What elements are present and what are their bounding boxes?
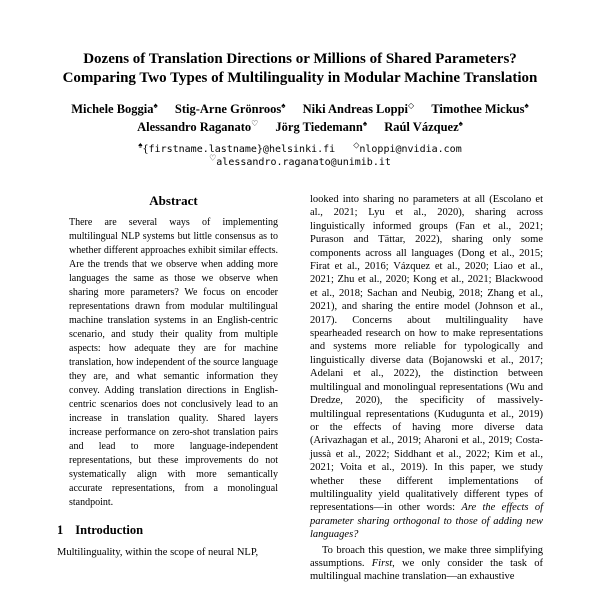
authors-row-1	[57, 100, 543, 118]
section-1-heading	[57, 523, 290, 538]
paragraph-text: looked into sharing no parameters at all (Escolano et al., 2021; Lyu et al., 2020), sharing across linguistically informed groups (Fan et al., 2021; Purason and Tättar, 2022), sharing only some components across all languages (Dong et al., 2015; Firat et al., 2016; Vázquez et al., 2020; Liao et al., 2021; Zhu et al., 2020; Kong et al., 2021; Blackwood et al., 2018; Sachan and Neubig, 2018; Zhang et al., 2021), and sharing the entire model (Johnson et al., 2017). Concerns about multilinguality have spearheaded research on how to make representations and systems more reliable for typologically and linguistically diverse data (Bojanowski et al., 2017; Adelani et al., 2022), the distinction between multilingual and monolingual representations (Wu and Dredze, 2020), the specificity of massively-multilingual representations (Kudugunta et al., 2019) or the effects of having more diverse data (Arivazhagan et al., 2019; Aharoni et al., 2019; Costa-jussà et al., 2022; Siddhant et al., 2022; Kim et al., 2021; Voita et al., 2019). In this paper, we study whether these different implementations of multilinguality yield qualitatively different types of representations—in other words:	[310, 194, 543, 514]
email-line-2	[57, 153, 543, 169]
author-name	[137, 118, 258, 136]
author-name	[431, 100, 528, 118]
author-name-text: Stig-Arne Grönroos	[174, 102, 282, 116]
email-text: alessandro.raganato@unimib.it	[216, 157, 391, 168]
email-unimib	[209, 153, 391, 168]
author-name-text: Michele Boggia	[71, 102, 154, 116]
author-name-text: Timothee Mickus	[431, 102, 525, 116]
email-line-1	[57, 140, 543, 156]
paper-title	[57, 50, 543, 88]
author-affiliation-symbol: ♠	[458, 118, 463, 128]
author-name-text: Niki Andreas Loppi	[302, 102, 409, 116]
author-affiliation-symbol: ♠	[153, 100, 158, 110]
section-number: 1	[57, 523, 64, 537]
two-column-body	[57, 193, 543, 584]
right-paragraph-1	[310, 193, 543, 542]
email-symbol: ♡	[209, 153, 217, 163]
paragraph-text-italic: First	[371, 557, 393, 569]
email-text: {firstname.lastname}@helsinki.fi	[142, 144, 336, 155]
author-name	[175, 100, 286, 118]
email-helsinki	[138, 140, 336, 155]
paragraph-text: , we only consider the task of multilingual machine translation—an exhaustive	[310, 557, 543, 583]
email-symbol: ◇	[353, 140, 360, 150]
author-affiliation-symbol: ♠	[281, 100, 286, 110]
authors-row-2	[57, 118, 543, 136]
author-name-text: Alessandro Raganato	[137, 120, 252, 134]
section-title: Introduction	[75, 523, 144, 537]
abstract-heading: Abstract	[149, 193, 198, 208]
author-name-text: Jörg Tiedemann	[275, 120, 363, 134]
paper-title-line2: Comparing Two Types of Multilinguality in Modular Machine Translation	[62, 70, 538, 86]
paragraph-text-italic: Are the effects of parameter sharing orthogonal to those of adding new languages?	[310, 502, 543, 541]
right-paragraph-2	[310, 544, 543, 584]
abstract-text: There are several ways of implementing multilingual NLP systems but little consensus as to whether different approaches exhibit similar effects. Are the trends that we observe when adding more languages the same as those we observe when sharing more parameters? We focus on encoder representations drawn from modular multilingual machine translation systems in an English-centric scenario, and study their quality from multiple aspects: how adequate they are for machine translation, how independent of the source language they are, and what semantic information they convey. Adding translation directions in English-centric scenarios does not conclusively lead to an increase in translation quality. Shared layers increase performance on zero-shot translation pairs and lead to more language-independent representations, but these improvements do not systematically align with more semantically accurate representations, from a monolingual standpoint.	[69, 217, 278, 508]
author-affiliation-symbol: ♡	[251, 118, 259, 128]
author-emails	[57, 140, 543, 169]
right-column	[310, 193, 543, 584]
email-text: nloppi@nvidia.com	[359, 144, 462, 155]
author-name	[303, 100, 415, 118]
paragraph-text: To broach this question, we make three simplifying assumptions.	[310, 544, 543, 569]
author-name	[384, 118, 463, 136]
author-affiliation-symbol: ◇	[408, 100, 415, 110]
intro-first-line: Multilinguality, within the scope of neural NLP,	[57, 547, 259, 558]
author-affiliation-symbol: ♠	[524, 100, 529, 110]
left-column	[57, 193, 290, 584]
author-name-text: Raúl Vázquez	[384, 120, 459, 134]
author-name	[71, 100, 158, 118]
email-symbol: ♠	[138, 140, 143, 150]
author-affiliation-symbol: ♠	[362, 118, 368, 128]
email-nvidia	[353, 140, 462, 155]
paper-title-line1: Dozens of Translation Directions or Millions of Shared Parameters?	[83, 51, 517, 67]
author-name	[275, 118, 367, 136]
